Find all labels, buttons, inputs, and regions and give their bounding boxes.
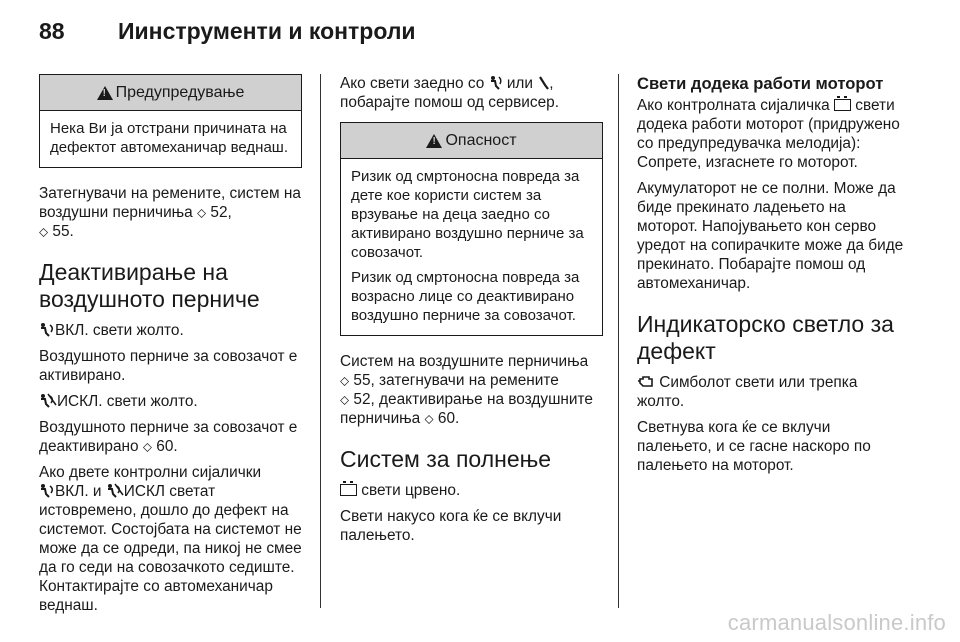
danger-box-title: Опасност <box>445 131 517 149</box>
text: свети црвено. <box>361 482 461 499</box>
page-title: Иинструменти и контроли <box>118 18 416 44</box>
airbag-icon <box>489 75 503 91</box>
battery-icon <box>340 484 357 496</box>
system-paragraph <box>340 352 603 428</box>
malfunction-paragraph <box>637 373 907 411</box>
seatbelt-pretensioner-icon <box>537 75 549 91</box>
airbag-off-text: ИСКЛ. свети жолто. <box>57 393 198 410</box>
text: Воздушното перниче за совозачот е деактивирано <box>39 419 298 455</box>
heading-malfunction: Индикаторско светло за дефект <box>637 311 894 364</box>
engine-running-paragraph <box>637 96 907 172</box>
text: Ако контролната сијаличка <box>637 97 834 114</box>
column-divider <box>320 74 321 608</box>
charging-red-paragraph <box>340 481 603 500</box>
both-lights-paragraph <box>39 463 302 615</box>
airbag-on-text: ВКЛ. свети жолто. <box>55 322 184 339</box>
column-divider <box>618 74 619 608</box>
text: побарајте помош од сервисер. <box>340 94 559 111</box>
danger-box-text-2: Ризик од смртоносна повреда за возрасно лице со деактивирано воздушно перниче за совозачот. <box>351 269 580 324</box>
text: Ако двете контролни сијалички <box>39 464 262 481</box>
charging-ignition-paragraph: Свети накусо кога ќе се вклучи палењето. <box>340 508 562 544</box>
column-2 <box>340 74 603 552</box>
text: или <box>502 75 538 92</box>
airbag-off-description <box>39 418 302 456</box>
page-ref-icon: ⬦ <box>424 411 434 426</box>
airbag-off-icon <box>39 393 57 409</box>
heading-deactivation: Деактивирање на воздушното перниче <box>39 259 260 312</box>
battery-paragraph: Акумулаторот не се полни. Може да биде прекинато ладењето на моторот. Напојувањето кон серво уредот на сопирачките може да биде прекинато. Побарајте помош од автомеханичар. <box>637 180 904 292</box>
text: 52, деактивирање на воздушните перничиња <box>340 391 593 427</box>
text: , <box>549 75 554 92</box>
warning-box-header <box>40 75 301 111</box>
page-ref-icon: ⬦ <box>340 373 350 388</box>
page-header <box>0 0 960 60</box>
text: ВКЛ. и <box>55 483 106 500</box>
text: свети додека работи моторот (придружено со предупредувачка мелодија): Сопрете, изгаснете го моторот. <box>637 97 900 171</box>
text: 55, затегнувачи на ремените <box>353 372 559 389</box>
seatbelt-paragraph <box>39 184 302 241</box>
column-3 <box>637 74 907 482</box>
text: Ако свети заедно со <box>340 75 489 92</box>
battery-icon <box>834 99 851 111</box>
airbag-on-icon <box>39 322 55 338</box>
warning-box <box>39 74 302 168</box>
airbag-off-paragraph <box>39 392 302 411</box>
check-engine-icon <box>637 374 655 390</box>
heading-engine-running: Свети додека работи моторот <box>637 74 884 93</box>
warning-triangle-icon <box>97 86 113 100</box>
page-ref-icon: ⬦ <box>340 392 350 407</box>
danger-box <box>340 122 603 336</box>
service-paragraph <box>340 74 603 112</box>
airbag-off-icon <box>106 483 124 499</box>
text: 60. <box>437 410 460 427</box>
airbag-on-icon <box>39 483 55 499</box>
page-number: 88 <box>39 18 65 44</box>
text: Затегнувачи на ремените, систем на воздушни перничиња <box>39 185 301 221</box>
page-ref-icon: ⬦ <box>142 439 152 454</box>
warning-box-text: Нека Ви ја отстрани причината на дефектот автомеханичар веднаш. <box>50 120 289 156</box>
ref-text: 52, <box>210 204 232 221</box>
airbag-on-paragraph <box>39 321 302 340</box>
text: Систем на воздушните перничиња <box>340 353 589 370</box>
warning-box-title: Предупредување <box>115 83 245 101</box>
text: Симболот свети или трепка жолто. <box>637 374 858 410</box>
column-1 <box>39 74 302 622</box>
danger-box-text-1: Ризик од смртоносна повреда за дете кое користи систем за врзување на деца заедно со активирано воздушно перниче за совозачот. <box>351 168 584 261</box>
ref-text: 60. <box>156 438 178 455</box>
page-ref-icon: ⬦ <box>39 224 49 239</box>
malfunction-ignition-paragraph: Светнува кога ќе се вклучи палењето, и се гасне наскоро по палењето на моторот. <box>637 419 871 474</box>
page-ref-icon: ⬦ <box>197 205 207 220</box>
airbag-on-description: Воздушното перниче за совозачот е активирано. <box>39 348 298 384</box>
watermark: carmanualsonline.info <box>727 610 946 635</box>
text: ИСКЛ светат <box>123 483 216 500</box>
ref-text: 55. <box>52 223 74 240</box>
heading-charging: Систем за полнење <box>340 446 552 472</box>
danger-box-header <box>341 123 602 159</box>
warning-triangle-icon <box>426 134 442 148</box>
text: истовремено, дошло до дефект на системот. Состојбата на системот не може да се одреди, па никој не смее да го седи на совозачкото седиште. Контактирајте со автомеханичар веднаш. <box>39 502 302 614</box>
